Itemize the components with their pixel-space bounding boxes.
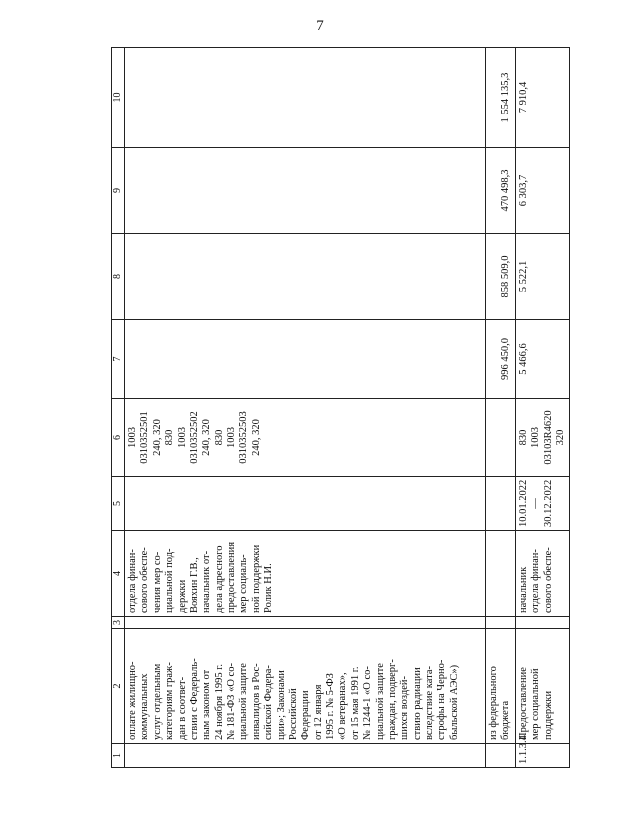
page-number: 7	[316, 18, 324, 34]
main-col8	[125, 234, 486, 320]
main-col1	[125, 744, 486, 768]
header-cell-10: 10	[112, 48, 125, 148]
program-table	[111, 47, 570, 768]
header-cell-2: 2	[112, 629, 125, 744]
item-number: 1.1.3.4	[515, 744, 570, 768]
item-period: 10.01.2022 — 30.12.2022	[515, 477, 570, 531]
item-amount-col8: 5 522,1	[515, 234, 570, 320]
federal-amount-col10: 1 554 135,3	[486, 48, 516, 148]
main-col7	[125, 320, 486, 399]
header-cell-5: 5	[112, 477, 125, 531]
column-number-row	[112, 48, 125, 768]
main-col5	[125, 477, 486, 531]
item-amount-col9: 6 303,7	[515, 148, 570, 234]
budget-codes: 1003 0310352501 240, 320 830 1003 0310352502 240, 320 830 1003 0310352503 240, 320	[125, 399, 486, 477]
federal-amount-col7: 996 450,0	[486, 320, 516, 399]
federal-amount-col9: 470 498,3	[486, 148, 516, 234]
federal-amount-col8: 858 509,0	[486, 234, 516, 320]
item-col3	[515, 617, 570, 629]
item-responsible: начальник отдела финан- сового обеспе-	[515, 531, 570, 617]
main-col10	[125, 48, 486, 148]
measure-description: оплате жилищно- коммунальных услуг отдельным категориям граж- дан в соответ- ствии с Федераль- ным законом от 24 ноября 1995 г. № 181-ФЗ «О со- циальной защите инвалидов в Рос- сийской Федера- ции»; Законами Российской Федерации от 12 января 1995 г. № 5-ФЗ «О ветеранах», от 15 мая 1991 г. № 1244-1 «О со- циальной защите граждан, подверг- шихся воздей- ствию радиации вследствие ката- строфы на Черно- быльской АЭС»)	[125, 629, 486, 744]
header-cell-9: 9	[112, 148, 125, 234]
rotated-table-sheet	[111, 48, 566, 768]
item-amount-col10: 7 910,4	[515, 48, 570, 148]
main-col3	[125, 617, 486, 629]
table-row	[125, 48, 486, 768]
header-cell-8: 8	[112, 234, 125, 320]
federal-budget-label: из федерального бюджета	[486, 629, 516, 744]
header-cell-4: 4	[112, 531, 125, 617]
main-col9	[125, 148, 486, 234]
item-description: Предоставление мер социальной поддержки	[515, 629, 570, 744]
header-cell-7: 7	[112, 320, 125, 399]
responsible-persons: отдела финан- сового обеспе- чения мер со- циальной под- держки Вояхин Г.В., начальник от- дела адресного предоставления мер социаль- ной поддержки Ролик Н.И.	[125, 531, 486, 617]
item-budget-codes: 830 1003 03103R4620 320	[515, 399, 570, 477]
table-rotation-frame	[111, 48, 566, 768]
header-cell-6: 6	[112, 399, 125, 477]
table-row	[515, 48, 570, 768]
header-cell-1: 1	[112, 744, 125, 768]
table-row	[486, 48, 516, 768]
item-amount-col7: 5 466,6	[515, 320, 570, 399]
header-cell-3: 3	[112, 617, 125, 629]
